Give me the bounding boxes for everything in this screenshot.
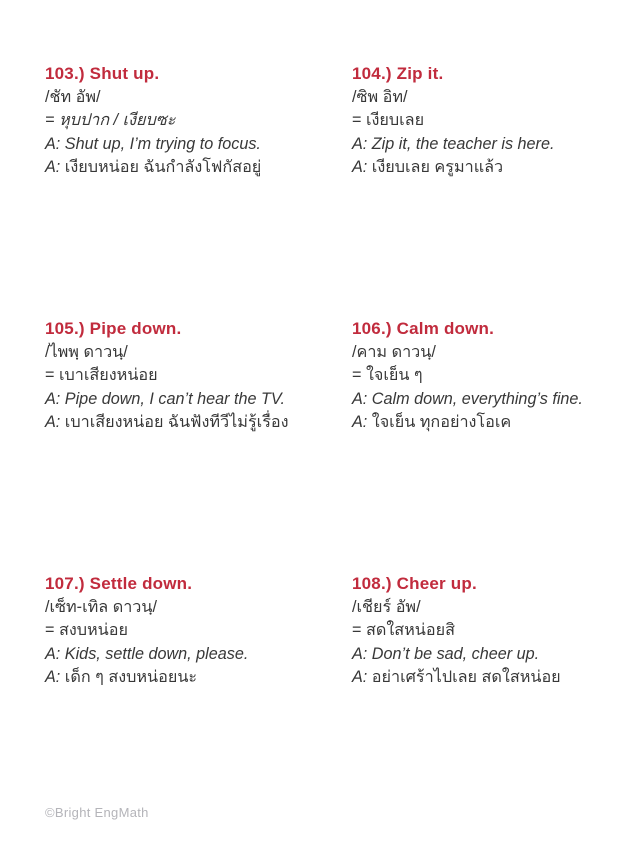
speaker-label: A:: [352, 158, 368, 176]
entry-number-title: 105.) Pipe down.: [45, 319, 182, 338]
entry-pronunciation: /เชียร์ อัพ/: [352, 597, 421, 616]
entry-example-thai: [45, 666, 335, 690]
thai-sentence: อย่าเศร้าไปเลย สดใสหน่อย: [367, 668, 561, 686]
entry-number-title: 108.) Cheer up.: [352, 574, 477, 593]
speaker-label: A:: [352, 413, 368, 431]
entry-example-thai: [352, 411, 640, 435]
entry-number-title: 104.) Zip it.: [352, 64, 444, 83]
speaker-label: A:: [45, 668, 61, 686]
entry-pronunciation: /คาม ดาวนฺ/: [352, 342, 436, 361]
entry-pronunciation: /เซ็ท-เทิล ดาวนฺ/: [45, 597, 157, 616]
phrase-entry-103: [45, 62, 335, 180]
entry-number-title: 103.) Shut up.: [45, 64, 160, 83]
entry-meaning: = เบาเสียงหน่อย: [45, 366, 158, 384]
thai-sentence: เงียบเลย ครูมาแล้ว: [367, 158, 504, 176]
thai-sentence: เบาเสียงหน่อย ฉันฟังทีวีไม่รู้เรื่อง: [60, 413, 289, 431]
entry-example-english: A: Pipe down, I can’t hear the TV.: [45, 389, 285, 408]
thai-sentence: เด็ก ๆ สงบหน่อยนะ: [60, 668, 198, 686]
entry-example-thai: [352, 156, 640, 180]
thai-sentence: ใจเย็น ทุกอย่างโอเค: [367, 413, 512, 431]
entry-example-english: A: Kids, settle down, please.: [45, 644, 249, 663]
entry-number-title: 107.) Settle down.: [45, 574, 193, 593]
entry-pronunciation: /ชัท อัพ/: [45, 87, 101, 106]
entry-meaning: = สงบหน่อย: [45, 621, 128, 639]
thai-sentence: เงียบหน่อย ฉันกำลังโฟกัสอยู่: [60, 158, 262, 176]
entry-meaning: = สดใสหน่อยสิ: [352, 621, 455, 639]
speaker-label: A:: [45, 158, 61, 176]
entry-example-english: A: Calm down, everything’s fine.: [352, 389, 583, 408]
entry-example-english: A: Zip it, the teacher is here.: [352, 134, 555, 153]
watermark: ©Bright EngMath: [45, 805, 149, 820]
entry-example-english: A: Shut up, I’m trying to focus.: [45, 134, 261, 153]
entry-number-title: 106.) Calm down.: [352, 319, 495, 338]
phrase-entry-106: [352, 317, 640, 435]
entry-pronunciation: /ซิพ อิท/: [352, 87, 408, 106]
phrase-entry-108: [352, 572, 640, 690]
entry-meaning: = เงียบเลย: [352, 111, 425, 129]
entry-example-english: A: Don’t be sad, cheer up.: [352, 644, 540, 663]
entry-example-thai: [352, 666, 640, 690]
phrase-entry-105: [45, 317, 335, 435]
phrase-entry-107: [45, 572, 335, 690]
speaker-label: A:: [352, 668, 368, 686]
speaker-label: A:: [45, 413, 61, 431]
entry-meaning: = หุบปาก / เงียบซะ: [45, 111, 176, 129]
entry-example-thai: [45, 156, 335, 180]
entry-meaning: = ใจเย็น ๆ: [352, 366, 423, 384]
entry-example-thai: [45, 411, 335, 435]
phrase-entry-104: [352, 62, 640, 180]
entry-pronunciation: /ไพพฺ ดาวนฺ/: [45, 342, 128, 361]
